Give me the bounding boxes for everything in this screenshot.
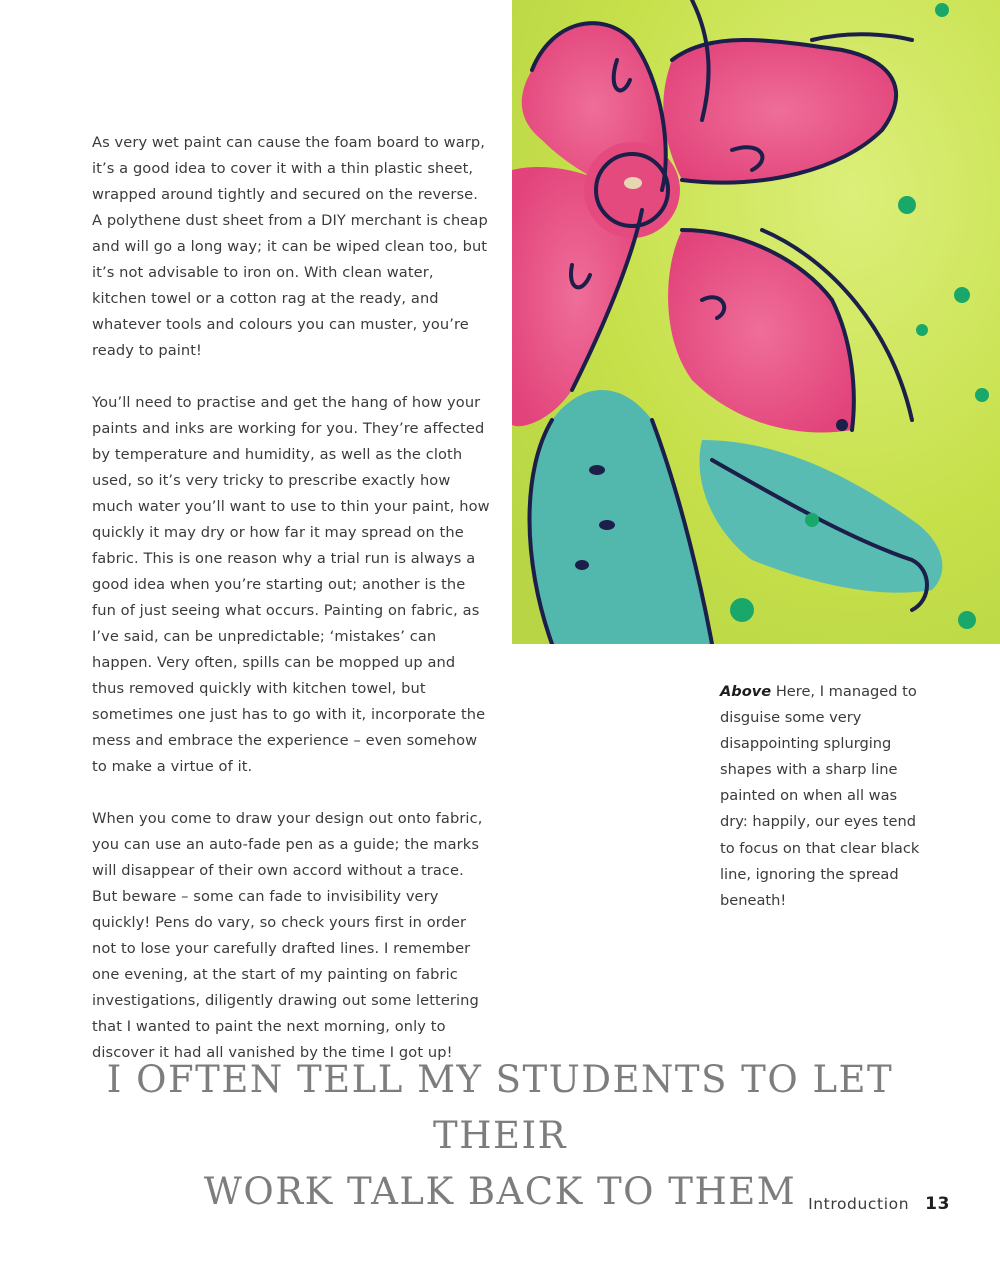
paragraph-1: As very wet paint can cause the foam board to warp, it’s a good idea to cover it with a thin plastic sheet, wrapped around tightly and secured on the reverse. A polythene dust sheet from a DIY merchant is cheap and will go a long way; it can be wiped clean too, but it’s not advisable to iron on. With clean water, kitchen towel or a cotton rag at the ready, and whatever tools and colours you can muster, you’re ready to paint!: [92, 134, 488, 359]
pull-quote-line-2: WORK TALK BACK TO THEM: [203, 1170, 797, 1213]
paragraph-3: When you come to draw your design out onto fabric, you can use an auto-fade pen as a guide; the marks will disappear of their own accord without a trace. But beware – some can fade to invisibility very quickly! Pens do vary, so check yours first in order not to lose your carefully drafted lines. I remember one evening, at the start of my painting on fabric investigations, diligently drawing out some lettering that I wanted to paint the next morning, only to discover it had all vanished by the time I got up!: [92, 810, 483, 1061]
flower-painting-image: [512, 0, 1000, 644]
page-number: 13: [925, 1194, 950, 1214]
caption-lead: Above: [720, 683, 772, 700]
section-name: Introduction: [808, 1195, 910, 1213]
image-caption: [720, 679, 920, 914]
body-text: [92, 130, 492, 1092]
page-footer: [808, 1194, 950, 1214]
paragraph-2: You’ll need to practise and get the hang of how your paints and inks are working for you. They’re affected by temperature and humidity, as well as the cloth used, so it’s very tricky to prescribe exactly how much water you’ll want to use to thin your paint, how quickly it may dry or how far it may spread on the fabric. This is one reason why a trial run is always a good idea when you’re starting out; another is the fun of just seeing what occurs. Painting on fabric, as I’ve said, can be unpredictable; ‘mistakes’ can happen. Very often, spills can be mopped up and thus removed quickly with kitchen towel, but sometimes one just has to go with it, incorporate the mess and embrace the experience – even somehow to make a virtue of it.: [92, 394, 490, 775]
caption-text: Here, I managed to disguise some very disappointing splurging shapes with a sharp line painted on when all was dry: happily, our eyes tend to focus on that clear black line, ignoring the spread beneath!: [720, 683, 920, 909]
pull-quote-line-1: I OFTEN TELL MY STUDENTS TO LET THEIR: [106, 1058, 894, 1157]
